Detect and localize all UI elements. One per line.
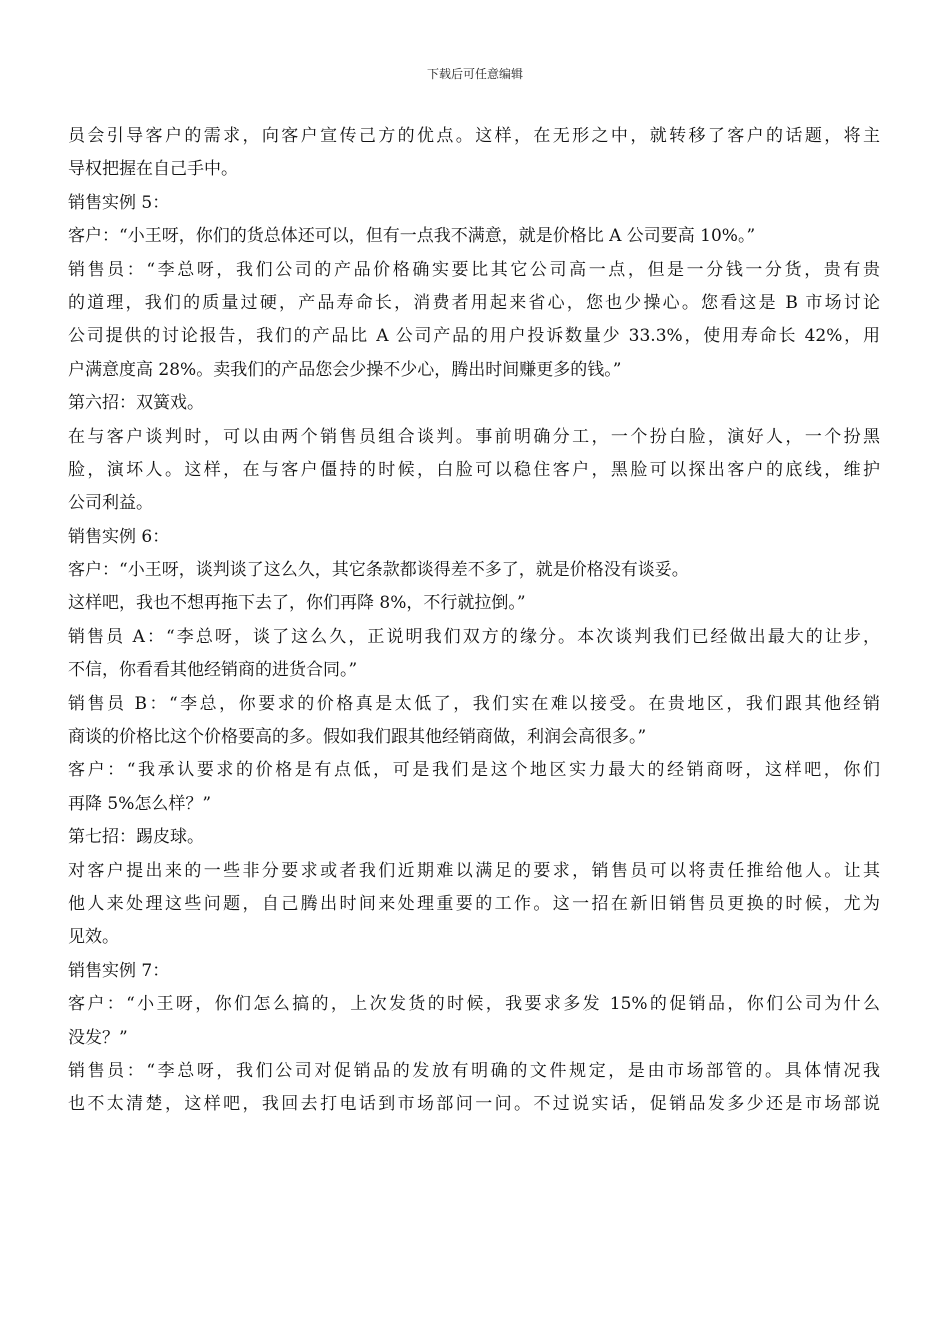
text-line: 对客户提出来的一些非分要求或者我们近期难以满足的要求，销售员可以将责任推给他人。让其 (68, 860, 880, 881)
text-line: 销售实例 7： (68, 960, 170, 981)
text-line: 也不太清楚，这样吧，我回去打电话到市场部问一问。不过说实话，促销品发多少还是市场部说 (68, 1094, 880, 1115)
text-line: 销售实例 6： (68, 526, 170, 547)
page-header: 下载后可任意编辑 (426, 67, 523, 81)
text-line: 第六招：双簧戏。 (68, 393, 204, 414)
text-line: 不信，你看看其他经销商的进货合同。” (68, 660, 358, 681)
text-line: 再降 5%怎么样？” (68, 793, 212, 814)
text-line: 第七招：踢皮球。 (68, 827, 204, 848)
text-line: 销售员 B：“李总，你要求的价格真是太低了，我们实在难以接受。在贵地区，我们跟其他经销 (68, 693, 880, 714)
text-line: 见效。 (68, 927, 119, 948)
text-line: 户满意度高 28%。卖我们的产品您会少操不少心，腾出时间赚更多的钱。” (68, 359, 622, 380)
text-line: 员会引导客户的需求，向客户宣传己方的优点。这样，在无形之中，就转移了客户的话题，将主 (68, 126, 880, 146)
document-body (68, 120, 880, 1122)
text-line: 在与客户谈判时，可以由两个销售员组合谈判。事前明确分工，一个扮白脸，演好人，一个扮黑 (68, 426, 880, 447)
text-line: 这样吧，我也不想再拖下去了，你们再降 8%，不行就拉倒。” (68, 593, 526, 614)
text-line: 客户：“小王呀，你们的货总体还可以，但有一点我不满意，就是价格比 A 公司要高 10%。” (68, 226, 756, 247)
text-line: 没发？” (68, 1027, 128, 1048)
text-line: 销售实例 5： (68, 192, 170, 213)
text-line: 客户：“小王呀，你们怎么搞的，上次发货的时候，我要求多发 15%的促销品，你们公司为什么 (68, 994, 880, 1015)
text-line: 导权把握在自己手中。 (68, 159, 238, 180)
text-line: 公司提供的讨论报告，我们的产品比 A 公司产品的用户投诉数量少 33.3%，使用寿命长 42%，用 (68, 326, 880, 347)
text-line: 脸，演坏人。这样，在与客户僵持的时候，白脸可以稳住客户，黑脸可以探出客户的底线，维护 (68, 459, 880, 480)
text-line: 客户：“我承认要求的价格是有点低，可是我们是这个地区实力最大的经销商呀，这样吧，你们 (68, 760, 880, 781)
text-line: 销售员 A：“李总呀，谈了这么久，正说明我们双方的缘分。本次谈判我们已经做出最大的让步， (68, 626, 880, 647)
text-line: 的道理，我们的质量过硬，产品寿命长，消费者用起来省心，您也少操心。您看这是 B 市场讨论 (68, 292, 880, 313)
text-line: 他人来处理这些问题，自己腾出时间来处理重要的工作。这一招在新旧销售员更换的时候，尤为 (68, 893, 880, 914)
text-line: 商谈的价格比这个价格要高的多。假如我们跟其他经销商做，利润会高很多。” (68, 727, 647, 748)
text-line: 客户：“小王呀，谈判谈了这么久，其它条款都谈得差不多了，就是价格没有谈妥。 (68, 560, 689, 581)
text-line: 销售员：“李总呀，我们公司对促销品的发放有明确的文件规定，是由市场部管的。具体情况我 (68, 1060, 880, 1081)
text-line: 销售员：“李总呀，我们公司的产品价格确实要比其它公司高一点，但是一分钱一分货，贵有贵 (68, 259, 880, 280)
text-line: 公司利益。 (68, 493, 153, 514)
